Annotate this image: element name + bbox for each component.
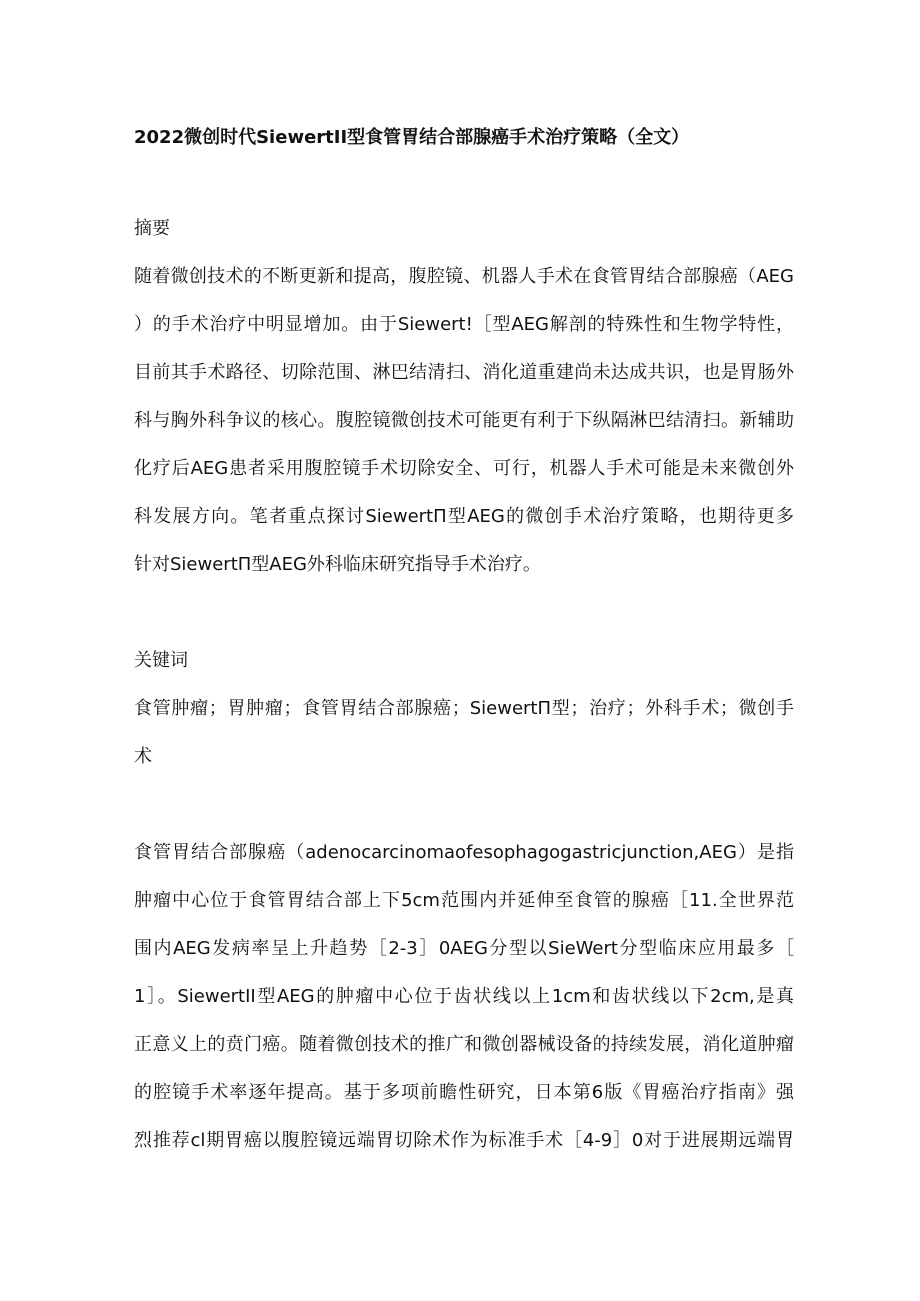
body-line: 食管胃结合部腺癌（adenocarcinomaofesophagogastricjunction,AEG）是指 <box>134 842 794 863</box>
body-line: 的腔镜手术率逐年提高。基于多项前瞻性研究，日本第6版《胃癌治疗指南》强 <box>134 1082 794 1103</box>
keywords-line: 术 <box>134 746 152 767</box>
body-line: 烈推荐cl期胃癌以腹腔镜远端胃切除术作为标准手术［4-9］0对于进展期远端胃 <box>134 1130 794 1151</box>
abstract-heading: 摘要 <box>134 218 170 239</box>
body-line: 正意义上的贲门癌。随着微创技术的推广和微创器械设备的持续发展，消化道肿瘤 <box>134 1034 794 1055</box>
abstract-line: 随着微创技术的不断更新和提高，腹腔镜、机器人手术在食管胃结合部腺癌（AEG <box>134 266 794 287</box>
abstract-line: ）的手术治疗中明显增加。由于Siewert!［型AEG解剖的特殊性和生物学特性， <box>134 314 794 335</box>
keywords-line: 食管肿瘤；胃肿瘤；食管胃结合部腺癌；SiewertΠ型；治疗；外科手术；微创手 <box>134 698 794 719</box>
keywords-heading: 关键词 <box>134 650 188 671</box>
document-title: 2022微创时代SiewertII型食管胃结合部腺癌手术治疗策略（全文） <box>134 127 690 148</box>
body-line: 肿瘤中心位于食管胃结合部上下5cm范围内并延伸至食管的腺癌［11.全世界范 <box>134 890 794 911</box>
abstract-line: 目前其手术路径、切除范围、淋巴结清扫、消化道重建尚未达成共识，也是胃肠外 <box>134 362 794 383</box>
body-line: 1］。SiewertII型AEG的肿瘤中心位于齿状线以上1cm和齿状线以下2cm,是真 <box>134 986 794 1007</box>
abstract-line: 科与胸外科争议的核心。腹腔镜微创技术可能更有利于下纵隔淋巴结清扫。新辅助 <box>134 410 794 431</box>
abstract-line: 针对SiewertΠ型AEG外科临床研究指导手术治疗。 <box>134 554 541 575</box>
abstract-line: 化疗后AEG患者采用腹腔镜手术切除安全、可行，机器人手术可能是未来微创外 <box>134 458 794 479</box>
abstract-line: 科发展方向。笔者重点探讨SiewertΠ型AEG的微创手术治疗策略，也期待更多 <box>134 506 794 527</box>
body-line: 围内AEG发病率呈上升趋势［2-3］0AEG分型以SieWert分型临床应用最多［ <box>134 938 794 959</box>
